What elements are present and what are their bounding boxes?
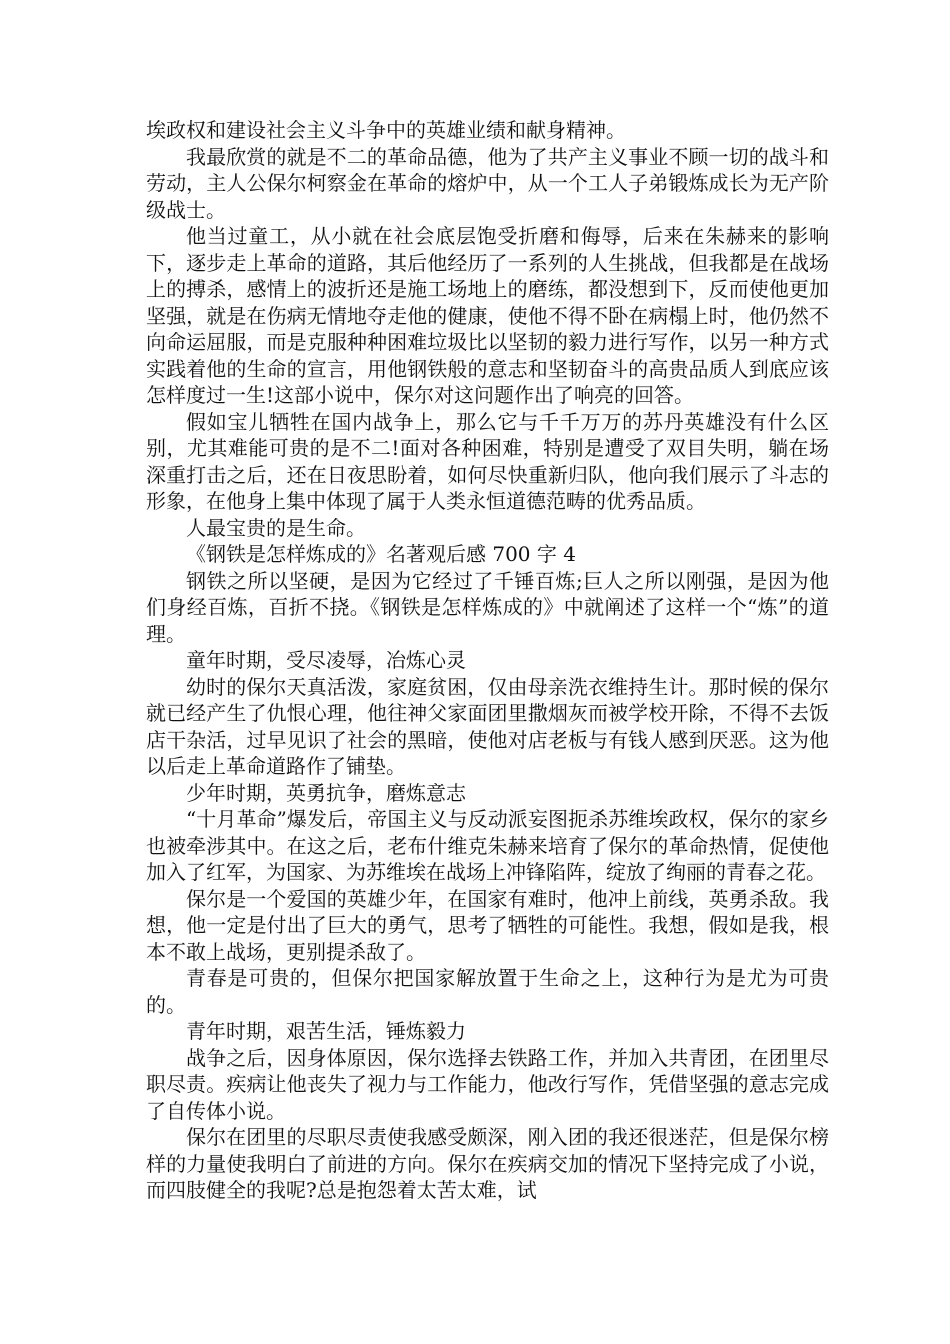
- paragraph: 埃政权和建设社会主义斗争中的英雄业绩和献身精神。: [146, 118, 626, 142]
- subheading: 少年时期，英勇抗争，磨炼意志: [186, 780, 466, 805]
- paragraph: 人最宝贵的是生命。: [186, 515, 366, 540]
- subheading: 童年时期，受尽凌辱，冶炼心灵: [186, 648, 466, 672]
- paragraph: 钢铁之所以坚硬，是因为它经过了千锤百炼;巨人之所以刚强，是因为他们身经百炼，百折不挠。《钢铁是怎样炼成的》中就阐述了这样一个“炼”的道理。: [146, 568, 829, 646]
- paragraph: 假如宝儿牺牲在国内战争上，那么它与千千万万的苏丹英雄没有什么区别，尤其难能可贵的是不二!面对各种困难，特别是遭受了双目失明，躺在场深重打击之后，还在日夜思盼着，如何尽快重新归队，他向我们展示了斗志的形象，在他身上集中体现了属于人类永恒道德范畴的优秀品质。: [146, 409, 829, 513]
- paragraph: 青春是可贵的，但保尔把国家解放置于生命之上，这种行为是尤为可贵的。: [146, 966, 829, 1017]
- document-body: [146, 117, 829, 1204]
- paragraph: 保尔是一个爱国的英雄少年，在国家有难时，他冲上前线，英勇杀敌。我想，他一定是付出了巨大的勇气，思考了牺牲的可能性。我想，假如是我，根本不敢上战场，更别提杀敌了。: [146, 886, 829, 964]
- paragraph: 幼时的保尔天真活泼，家庭贫困，仅由母亲洗衣维持生计。那时候的保尔就已经产生了仇恨心理，他往神父家面团里撒烟灰而被学校开除，不得不去饭店干杂活，过早见识了社会的黑暗，使他对店老板与有钱人感到厌恶。这为他以后走上革命道路作了铺垫。: [146, 674, 829, 778]
- subheading: 青年时期，艰苦生活，锤炼毅力: [186, 1019, 466, 1043]
- paragraph: 我最欣赏的就是不二的革命品德，他为了共产主义事业不顾一切的战斗和劳动，主人公保尔柯察金在革命的熔炉中，从一个工人子弟锻炼成长为无产阶级战士。: [146, 144, 829, 222]
- section-title: 《钢铁是怎样炼成的》名著观后感 700 字 4: [186, 542, 576, 566]
- paragraph: “十月革命”爆发后，帝国主义与反动派妄图扼杀苏维埃政权，保尔的家乡也被牵涉其中。在这之后，老布什维克朱赫来培育了保尔的革命热情，促使他加入了红军，为国家、为苏维埃在战场上冲锋陷阵，绽放了绚丽的青春之花。: [146, 807, 829, 884]
- paragraph: 保尔在团里的尽职尽责使我感受颇深，刚入团的我还很迷茫，但是保尔榜样的力量使我明白了前进的方向。保尔在疾病交加的情况下坚持完成了小说，而四肢健全的我呢?总是抱怨着太苦太难，试: [146, 1125, 829, 1202]
- paragraph: 战争之后，因身体原因，保尔选择去铁路工作，并加入共青团，在团里尽职尽责。疾病让他丧失了视力与工作能力，他改行写作，凭借坚强的意志完成了自传体小说。: [146, 1045, 829, 1123]
- paragraph: 他当过童工，从小就在社会底层饱受折磨和侮辱，后来在朱赫来的影响下，逐步走上革命的道路，其后他经历了一系列的人生挑战，但我都是在战场上的搏杀，感情上的波折还是施工场地上的磨练，都没想到下，反而使他更加坚强，就是在伤病无情地夺走他的健康，使他不得不卧在病榻上时，他仍然不向命运屈服，而是克服种种困难垃圾比以坚韧的毅力进行写作，以另一种方式实践着他的生命的宣言，用他钢铁般的意志和坚韧奋斗的高贵品质人到底应该怎样度过一生!这部小说中，保尔对这问题作出了响亮的回答。: [146, 224, 829, 407]
